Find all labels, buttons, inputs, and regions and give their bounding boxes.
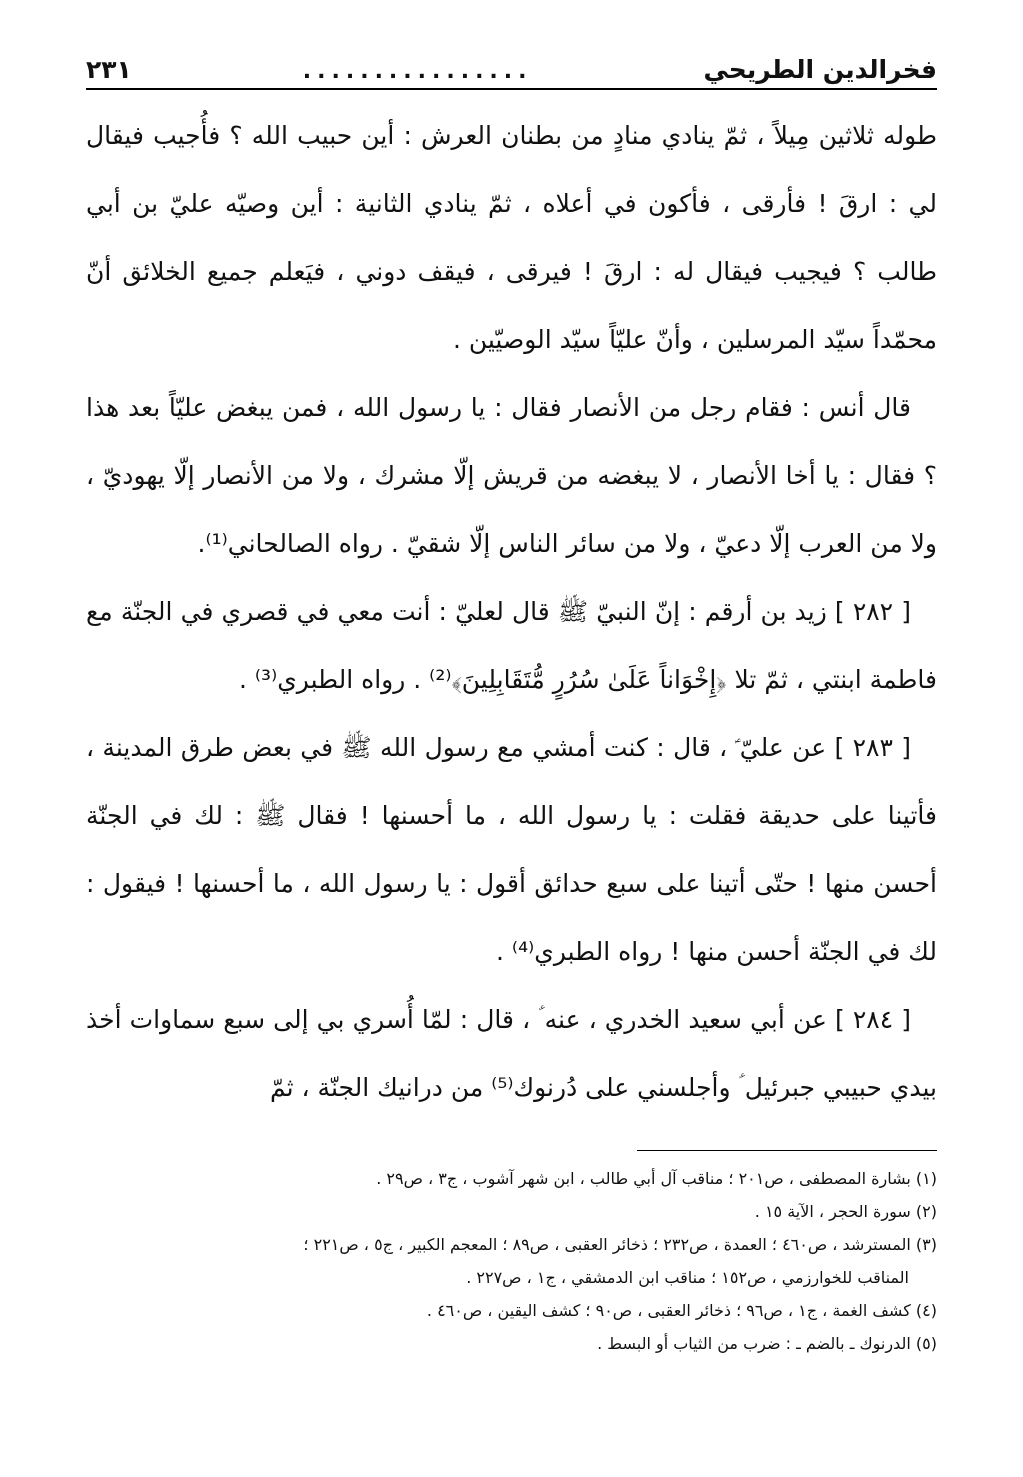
hadith-284: [ ٢٨٤ ] عن أبي سعيد الخدري ، عنه ؑ ، قال : لمّا أُسري بي إلى سبع سماوات أخذ بيدي حبيبي جبرئيل ؑ وأجلسني على دُرنوك⁽⁵⁾ من درانيك الجنّة ، ثمّ: [86, 1005, 937, 1102]
footnotes: [86, 1162, 937, 1360]
footnote-5: (٥) الدرنوك ـ بالضم ـ : ضرب من الثياب أو البسط .: [597, 1334, 937, 1353]
paragraph-anas: قال أنس : فقام رجل من الأنصار فقال : يا رسول الله ، فمن يبغض عليّاً بعد هذا ؟ فقال : يا أخا الأنصار ، لا يبغضه من قريش إلّا مشرك ، ولا من الأنصار إلّا يهوديّ ، ولا من العرب إلّا دعيّ ، ولا من سائر الناس إلّا شقيّ . رواه الصالحاني⁽¹⁾.: [86, 393, 937, 558]
footnote-divider: [637, 1150, 937, 1151]
header-leader-dots: ................: [302, 59, 533, 84]
paragraph-continuation: طوله ثلاثين مِيلاً ، ثمّ ينادي منادٍ من بطنان العرش : أين حبيب الله ؟ فأُجيب فيقال لي : ارقَ ! فأرقى ، فأكون في أعلاه ، ثمّ ينادي الثانية : أين وصيّه عليّ بن أبي طالب ؟ فيجيب فيقال له : ارقَ ! فيرقى ، فيقف دوني ، فيَعلم جميع الخلائق أنّ محمّداً سيّد المرسلين ، وأنّ عليّاً سيّد الوصيّين .: [86, 121, 937, 354]
main-text: [86, 102, 937, 1122]
page-number: ٢٣١: [86, 55, 132, 84]
hadith-282: [ ٢٨٢ ] زيد بن أرقم : إنّ النبيّ ﷺ قال لعليّ : أنت معي في قصري في الجنّة مع فاطمة ابنتي ، ثمّ تلا ﴿إِخْوَاناً عَلَىٰ سُرُرٍ مُّتَقَابِلِينَ﴾⁽²⁾ . رواه الطبري⁽³⁾ .: [86, 597, 937, 694]
footnote-3-continued: المناقب للخوارزمي ، ص١٥٢ ؛ مناقب ابن الدمشقي ، ج١ ، ص٢٢٧ .: [466, 1268, 909, 1287]
header-title: فخرالدين الطريحي: [703, 55, 937, 84]
footnote-3: (٣) المسترشد ، ص٤٦٠ ؛ العمدة ، ص٢٣٢ ؛ ذخائر العقبى ، ص٨٩ ؛ المعجم الكبير ، ج٥ ، ص٢٢١ ؛: [303, 1235, 937, 1254]
hadith-283: [ ٢٨٣ ] عن عليّ ؑ ، قال : كنت أمشي مع رسول الله ﷺ في بعض طرق المدينة ، فأتينا على حديقة فقلت : يا رسول الله ، ما أحسنها ! فقال ﷺ : لك في الجنّة أحسن منها ! حتّى أتينا على سبع حدائق أقول : يا رسول الله ، ما أحسنها ! فيقول : لك في الجنّة أحسن منها ! رواه الطبري⁽⁴⁾ .: [86, 733, 937, 966]
footnote-2: (٢) سورة الحجر ، الآية ١٥ .: [754, 1202, 937, 1221]
footnote-4: (٤) كشف الغمة ، ج١ ، ص٩٦ ؛ ذخائر العقبى ، ص٩٠ ؛ كشف اليقين ، ص٤٦٠ .: [426, 1301, 937, 1320]
running-header: [86, 42, 937, 90]
footnote-1: (١) بشارة المصطفى ، ص٢٠١ ؛ مناقب آل أبي طالب ، ابن شهر آشوب ، ج٣ ، ص٢٩ .: [376, 1169, 937, 1188]
